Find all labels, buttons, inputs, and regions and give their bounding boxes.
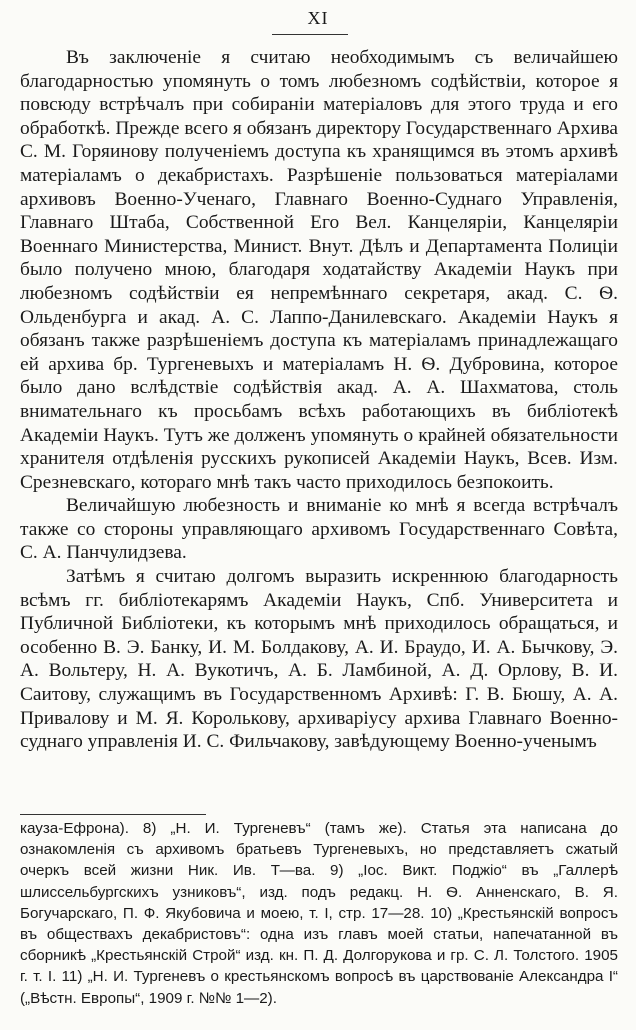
paragraph: Въ заключеніе я считаю необходимымъ съ величайшею благодарностью упомянуть о томъ любезномъ содѣйствіи, которое я повсюду встрѣчалъ при собираніи матеріаловъ для этого труда и его обработкѣ. Прежде всего я обязанъ директору Государственнаго Архива С. М. Горяинову полученіемъ доступа къ хранящимся въ этомъ архивѣ матеріаламъ о декабристахъ. Разрѣшеніе пользоваться матеріалами архивовъ Военно-Ученаго, Главнаго Военно-Суднаго Управленія, Главнаго Штаба, Собственной Его Вел. Канцеляріи, Канцеляріи Военнаго Министерства, Минист. Внут. Дѣлъ и Департамента Полиціи было получено мною, благодаря ходатайству Академіи Наукъ при любезномъ содѣйствіи ея непремѣннаго секретаря, акад. С. Ѳ. Ольденбурга и акад. А. С. Лаппо-Данилевскаго. Академіи Наукъ я обязанъ также разрѣшеніемъ доступа къ матеріаламъ принадлежащаго ей архива бр. Тургеневыхъ и матеріаламъ Н. Ѳ. Дубровина, которое было дано вслѣдствіе содѣйствія акад. А. А. Шахматова, столь внимательнаго къ просьбамъ всѣхъ работающихъ въ библіотекѣ Академіи Наукъ. Тутъ же долженъ упомянуть о крайней обязательности хранителя отдѣленія русскихъ рукописей Академіи Наукъ, Всев. Изм. Срезневскаго, котораго мнѣ такъ часто приходилось безпокоить.	[20, 47, 618, 493]
footnote-text: кауза-Ефрона). 8) „Н. И. Тургеневъ“ (тамъ же). Статья эта написана до ознакомленія съ архивомъ братьевъ Тургеневыхъ, но представляетъ сжатый очеркъ всей жизни Ник. Ив. Т—ва. 9) „Іос. Викт. Поджіо“ въ „Галлерѣ шлиссельбургскихъ узниковъ“, изд. подъ редакц. Н. Ѳ. Анненскаго, В. Я. Богучарскаго, П. Ф. Якубовича и моею, т. I, стр. 17—28. 10) „Крестьянскій вопросъ въ обществахъ декабристовъ“: одна изъ главъ моей статьи, напечатанной въ сборникѣ „Крестьянскій Строй“ изд. кн. П. Д. Долгорукова и гр. С. Л. Толстого. 1905 г. т. I. 11) „Н. И. Тургеневъ о крестьянскомъ вопросѣ въ царствованіе Александра I“ („Вѣстн. Европы“, 1909 г. №№ 1—2).	[20, 820, 618, 1007]
footnote-rule	[20, 814, 206, 815]
footnotes	[20, 818, 618, 1009]
main-text	[20, 46, 618, 754]
page-number: XI	[307, 8, 329, 28]
header-rule	[272, 34, 348, 35]
paragraph: Затѣмъ я считаю долгомъ выразить искреннюю благодарность всѣмъ гг. библіотекарямъ Академіи Наукъ, Спб. Университета и Публичной Библіотеки, къ которымъ мнѣ приходилось обращаться, и особенно В. Э. Банку, И. М. Болдакову, А. И. Браудо, И. А. Бычкову, Э. А. Вольтеру, Н. А. Вукотичъ, А. Б. Ламбиной, А. Д. Орлову, В. И. Саитову, служащимъ въ Государственномъ Архивѣ: Г. В. Бюшу, А. А. Привалову и М. Я. Королькову, архиваріусу архива Главнаго Военно-суднаго управленія И. С. Фильчакову, завѣдующему Военно-ученымъ	[20, 566, 618, 753]
paragraph: Величайшую любезность и вниманіе ко мнѣ я всегда встрѣчалъ также со стороны управляющаго архивомъ Государственнаго Совѣта, С. А. Панчулидзева.	[20, 495, 618, 564]
